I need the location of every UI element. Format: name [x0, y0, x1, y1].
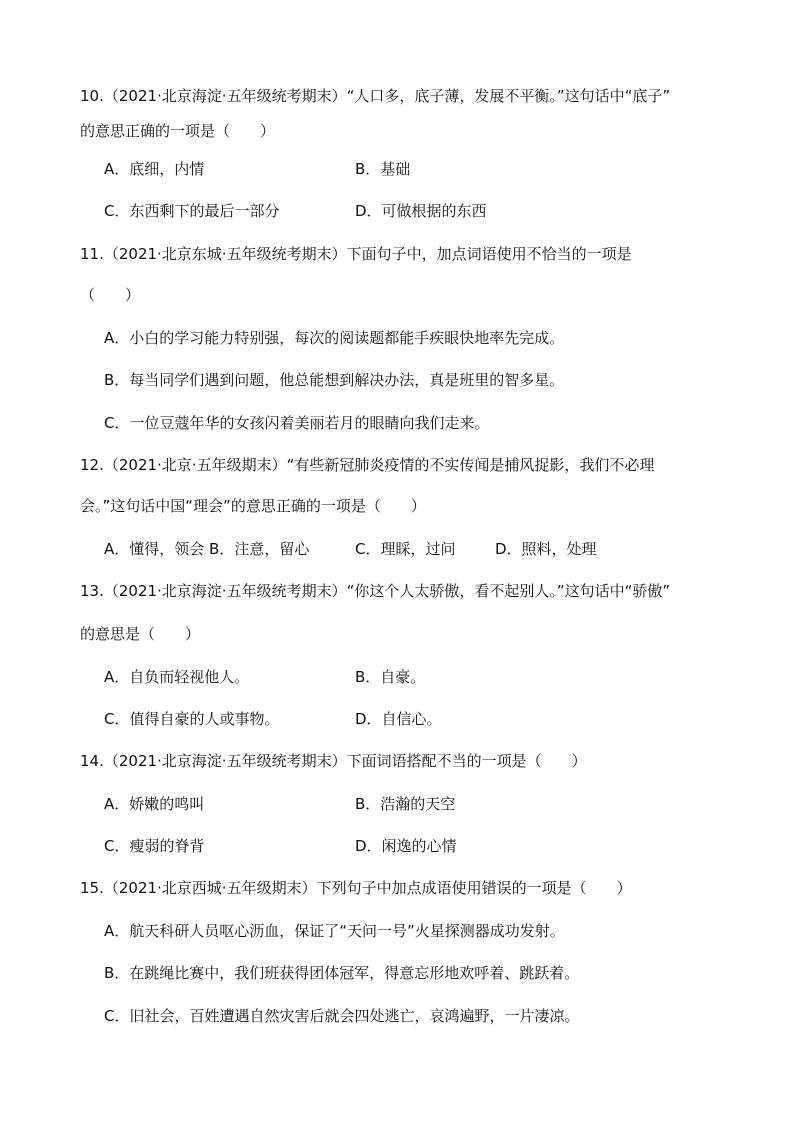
option-c: C．东西剩下的最后一部分 [104, 202, 280, 220]
option-d: D．闲逸的心情 [355, 837, 457, 855]
option-a: A．航天科研人员呕心沥血，保证了“天问一号”火星探测器成功发射。 [104, 922, 565, 940]
option-a: A．自负而轻视他人。 [104, 668, 250, 686]
option-c: C．旧社会，百姓遭遇自然灾害后就会四处逃亡，哀鸿遍野，一片凄凉。 [104, 1007, 580, 1025]
option-d: D．可做根据的东西 [355, 202, 487, 220]
question-stem: 会。”这句话中国“理会”的意思正确的一项是（ ） [80, 497, 426, 515]
question-stem: 的意思是（ ） [80, 625, 201, 643]
question-stem: 13.（2021·北京海淀·五年级统考期末）“你这个人太骄傲，看不起别人。”这句话中“骄傲” [80, 582, 671, 600]
option-c: C．值得自豪的人或事物。 [104, 710, 280, 728]
option-b: B．每当同学们遇到问题，他总能想到解决办法，真是班里的智多星。 [104, 371, 565, 389]
option-b: B．自豪。 [355, 668, 426, 686]
option-c: C．瘦弱的脊背 [104, 837, 205, 855]
option-a: A．小白的学习能力特别强，每次的阅读题都能手疾眼快地率先完成。 [104, 329, 565, 347]
question-stem: 10.（2021·北京海淀·五年级统考期末）“人口多，底子薄，发展不平衡。”这句话中“底子” [80, 87, 671, 105]
option-a-b: A．懂得，领会 B．注意，留心 [104, 540, 310, 558]
question-stem: 15.（2021·北京西城·五年级期末）下列句子中加点成语使用错误的一项是（ ） [80, 879, 632, 897]
option-a: A．底细，内情 [104, 160, 205, 178]
option-c: C．一位豆蔻年华的女孩闪着美丽若月的眼睛向我们走来。 [104, 414, 490, 432]
option-d: D．自信心。 [355, 710, 442, 728]
question-stem: （ ） [80, 286, 141, 304]
question-stem: 的意思正确的一项是（ ） [80, 122, 276, 140]
option-b: B．基础 [355, 160, 411, 178]
option-b: B．浩瀚的天空 [355, 795, 456, 813]
option-b: B．在跳绳比赛中，我们班获得团体冠军，得意忘形地欢呼着、跳跃着。 [104, 964, 580, 982]
option-c: C．理睬，过问 [355, 540, 456, 558]
question-stem: 12.（2021·北京·五年级期末）“有些新冠肺炎疫情的不实传闻是捕风捉影，我们不必理 [80, 456, 655, 474]
question-stem: 11.（2021·北京东城·五年级统考期末）下面句子中，加点词语使用不恰当的一项是 [80, 245, 632, 263]
question-stem: 14.（2021·北京海淀·五年级统考期末）下面词语搭配不当的一项是（ ） [80, 752, 587, 770]
option-d: D．照料，处理 [495, 540, 597, 558]
option-a: A．娇嫩的鸣叫 [104, 795, 205, 813]
